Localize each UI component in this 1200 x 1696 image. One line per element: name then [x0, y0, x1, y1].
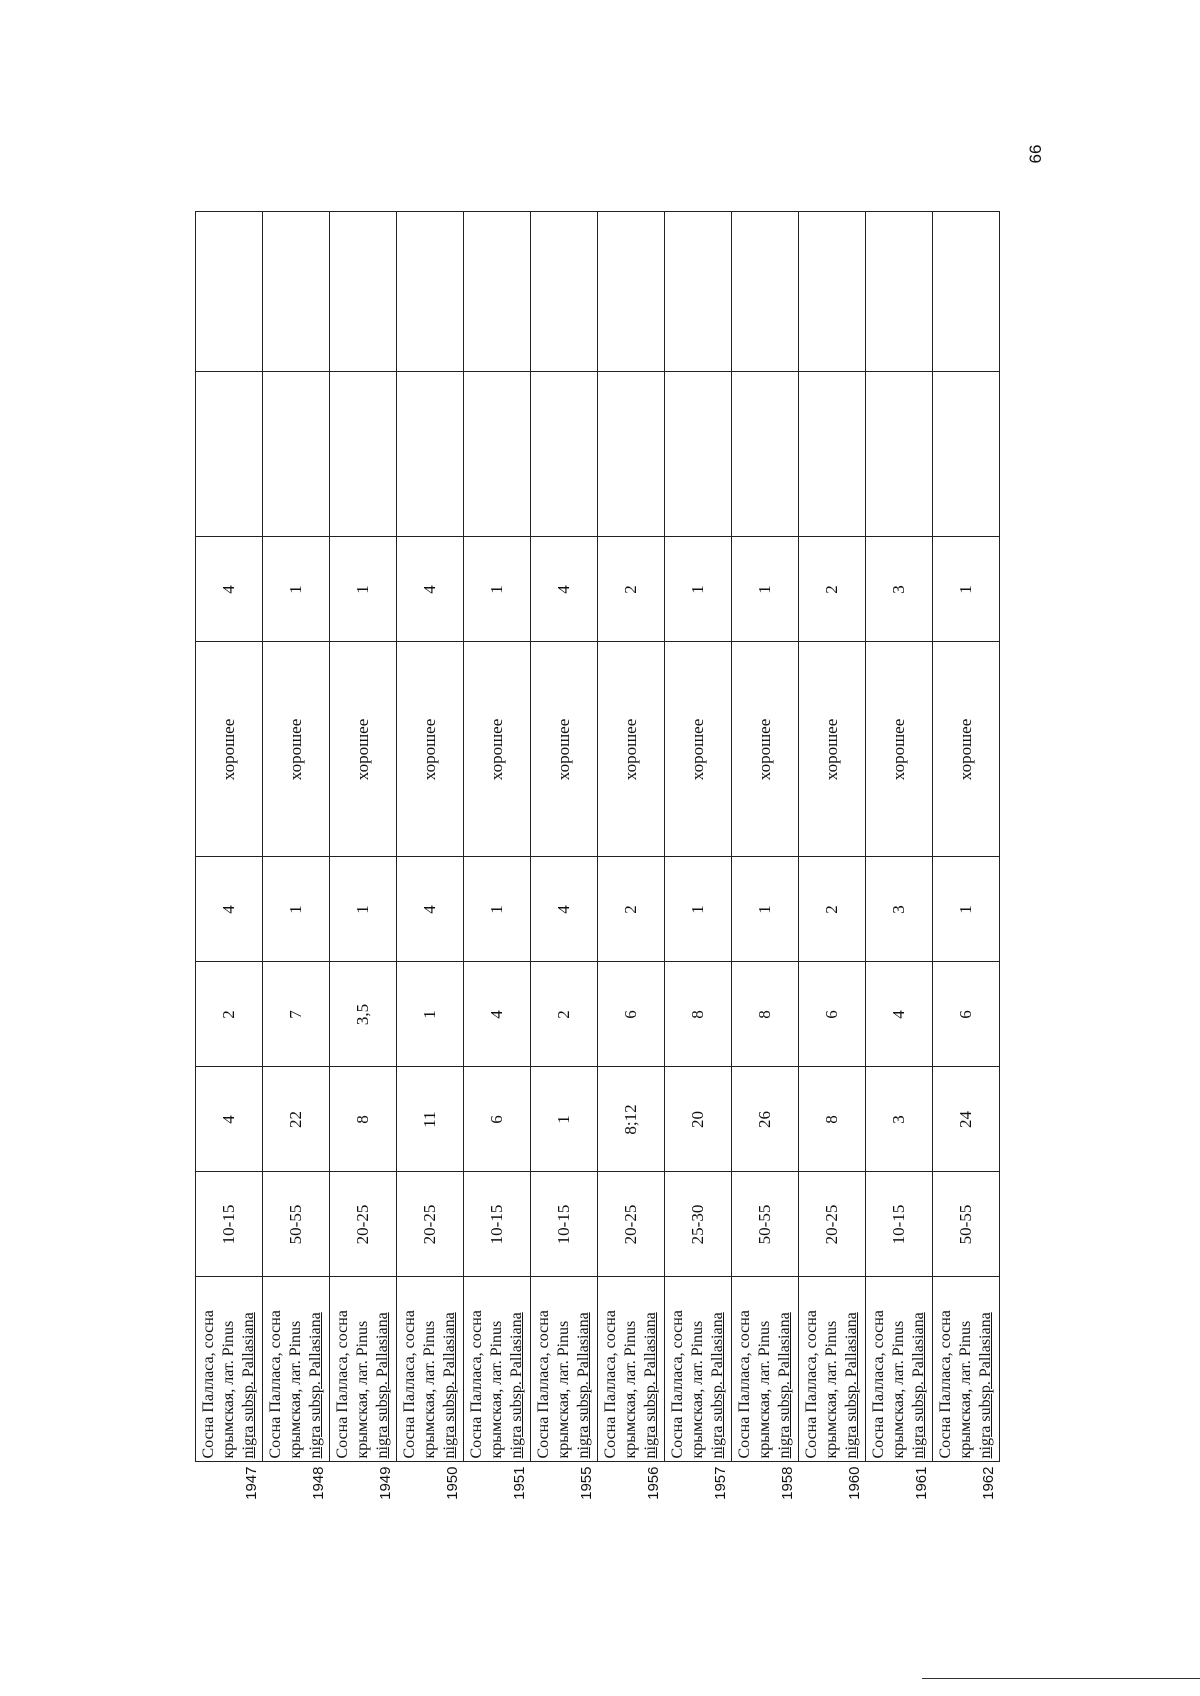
c7-cell: [397, 212, 464, 372]
species-cell: [799, 1277, 866, 1462]
species-cell: [866, 1277, 933, 1462]
page-number: 66: [1026, 144, 1045, 164]
c6-cell: [263, 372, 330, 537]
c1-cell: 8: [799, 1067, 866, 1172]
c3-cell: 4: [397, 857, 464, 962]
species-line: nigra subsp. Pallasiana: [441, 1312, 458, 1459]
c7-cell: [866, 212, 933, 372]
c2-cell: 8: [665, 962, 732, 1067]
c1-cell: 4: [196, 1067, 263, 1172]
age-cell: 10-15: [866, 1172, 933, 1277]
c7-cell: [330, 212, 397, 372]
age-cell: 50-55: [263, 1172, 330, 1277]
species-line: крымская, лат. Pinus: [689, 1320, 706, 1459]
c7-cell: [799, 212, 866, 372]
condition-cell: хорошее: [732, 642, 799, 857]
table-row: [464, 212, 531, 1512]
species-cell: [665, 1277, 732, 1462]
c7-cell: [464, 212, 531, 372]
c6-cell: [464, 372, 531, 537]
c3-cell: 2: [598, 857, 665, 962]
age-cell: 50-55: [933, 1172, 1000, 1277]
c5-cell: 2: [799, 537, 866, 642]
c5-cell: 1: [464, 537, 531, 642]
c2-cell: 4: [866, 962, 933, 1067]
c5-cell: 1: [665, 537, 732, 642]
c2-cell: 8: [732, 962, 799, 1067]
species-cell: [397, 1277, 464, 1462]
table-row: [263, 212, 330, 1512]
species-line: Сосна Палласа, сосна: [535, 1310, 552, 1459]
species-line: Сосна Палласа, сосна: [669, 1310, 686, 1459]
species-line: nigra subsp. Pallasiana: [977, 1312, 994, 1459]
year-cell: 1955: [531, 1462, 598, 1512]
c5-cell: 1: [263, 537, 330, 642]
c7-cell: [531, 212, 598, 372]
c6-cell: [866, 372, 933, 537]
year-cell: 1951: [464, 1462, 531, 1512]
c2-cell: 6: [799, 962, 866, 1067]
c2-cell: 1: [397, 962, 464, 1067]
table-body: [196, 212, 1000, 1512]
species-line: Сосна Палласа, сосна: [803, 1310, 820, 1459]
species-cell: [598, 1277, 665, 1462]
species-cell: [531, 1277, 598, 1462]
age-cell: 20-25: [799, 1172, 866, 1277]
c2-cell: 3,5: [330, 962, 397, 1067]
species-cell: [330, 1277, 397, 1462]
species-cell: [263, 1277, 330, 1462]
table-row: [933, 212, 1000, 1512]
year-cell: 1958: [732, 1462, 799, 1512]
species-line: nigra subsp. Pallasiana: [642, 1312, 659, 1459]
species-line: Сосна Палласа, сосна: [937, 1310, 954, 1459]
age-cell: 25-30: [665, 1172, 732, 1277]
c6-cell: [330, 372, 397, 537]
species-cell: [933, 1277, 1000, 1462]
species-line: nigra subsp. Pallasiana: [709, 1312, 726, 1459]
species-cell: [464, 1277, 531, 1462]
species-line: nigra subsp. Pallasiana: [575, 1312, 592, 1459]
c6-cell: [598, 372, 665, 537]
c7-cell: [732, 212, 799, 372]
condition-cell: хорошее: [464, 642, 531, 857]
year-cell: 1956: [598, 1462, 665, 1512]
table-row: [598, 212, 665, 1512]
c2-cell: 6: [598, 962, 665, 1067]
species-line: nigra subsp. Pallasiana: [508, 1312, 525, 1459]
year-cell: 1961: [866, 1462, 933, 1512]
c6-cell: [799, 372, 866, 537]
plantings-table: [195, 212, 1000, 1513]
c3-cell: 1: [665, 857, 732, 962]
species-line: nigra subsp. Pallasiana: [910, 1312, 927, 1459]
age-cell: 10-15: [464, 1172, 531, 1277]
c6-cell: [397, 372, 464, 537]
species-line: Сосна Палласа, сосна: [267, 1310, 284, 1459]
c1-cell: 22: [263, 1067, 330, 1172]
species-line: крымская, лат. Pinus: [287, 1320, 304, 1459]
condition-cell: хорошее: [799, 642, 866, 857]
c5-cell: 1: [732, 537, 799, 642]
table-row: [196, 212, 263, 1512]
c5-cell: 4: [397, 537, 464, 642]
table-row: [799, 212, 866, 1512]
condition-cell: хорошее: [665, 642, 732, 857]
condition-cell: хорошее: [196, 642, 263, 857]
species-line: nigra subsp. Pallasiana: [307, 1312, 324, 1459]
c2-cell: 2: [196, 962, 263, 1067]
species-line: крымская, лат. Pinus: [890, 1320, 907, 1459]
c7-cell: [263, 212, 330, 372]
table-row: [866, 212, 933, 1512]
species-line: Сосна Палласа, сосна: [334, 1310, 351, 1459]
year-cell: 1962: [933, 1462, 1000, 1512]
condition-cell: хорошее: [866, 642, 933, 857]
rotated-table-container: [195, 212, 1000, 1512]
c3-cell: 4: [531, 857, 598, 962]
c7-cell: [598, 212, 665, 372]
c7-cell: [196, 212, 263, 372]
species-line: крымская, лат. Pinus: [354, 1320, 371, 1459]
c2-cell: 2: [531, 962, 598, 1067]
species-line: Сосна Палласа, сосна: [401, 1310, 418, 1459]
species-cell: [196, 1277, 263, 1462]
species-line: Сосна Палласа, сосна: [602, 1310, 619, 1459]
species-line: nigra subsp. Pallasiana: [843, 1312, 860, 1459]
species-line: крымская, лат. Pinus: [555, 1320, 572, 1459]
species-line: крымская, лат. Pinus: [220, 1320, 237, 1459]
c1-cell: 6: [464, 1067, 531, 1172]
table-row: [330, 212, 397, 1512]
age-cell: 20-25: [397, 1172, 464, 1277]
condition-cell: хорошее: [330, 642, 397, 857]
c5-cell: 1: [933, 537, 1000, 642]
c1-cell: 3: [866, 1067, 933, 1172]
table-row: [531, 212, 598, 1512]
species-cell: [732, 1277, 799, 1462]
c2-cell: 6: [933, 962, 1000, 1067]
condition-cell: хорошее: [933, 642, 1000, 857]
species-line: nigra subsp. Pallasiana: [776, 1312, 793, 1459]
age-cell: 10-15: [531, 1172, 598, 1277]
c5-cell: 3: [866, 537, 933, 642]
c3-cell: 4: [196, 857, 263, 962]
year-cell: 1960: [799, 1462, 866, 1512]
c1-cell: 24: [933, 1067, 1000, 1172]
c1-cell: 11: [397, 1067, 464, 1172]
c3-cell: 1: [933, 857, 1000, 962]
age-cell: 50-55: [732, 1172, 799, 1277]
c3-cell: 3: [866, 857, 933, 962]
bottom-rule: [922, 1678, 1200, 1679]
species-line: крымская, лат. Pinus: [756, 1320, 773, 1459]
c6-cell: [665, 372, 732, 537]
c3-cell: 2: [799, 857, 866, 962]
c1-cell: 26: [732, 1067, 799, 1172]
age-cell: 10-15: [196, 1172, 263, 1277]
year-cell: 1957: [665, 1462, 732, 1512]
species-line: Сосна Палласа, сосна: [736, 1310, 753, 1459]
c1-cell: 20: [665, 1067, 732, 1172]
species-line: nigra subsp. Pallasiana: [374, 1312, 391, 1459]
condition-cell: хорошее: [598, 642, 665, 857]
year-cell: 1947: [196, 1462, 263, 1512]
year-cell: 1948: [263, 1462, 330, 1512]
age-cell: 20-25: [598, 1172, 665, 1277]
species-line: Сосна Палласа, сосна: [870, 1310, 887, 1459]
species-line: крымская, лат. Pinus: [957, 1320, 974, 1459]
c5-cell: 4: [531, 537, 598, 642]
species-line: nigra subsp. Pallasiana: [240, 1312, 257, 1459]
condition-cell: хорошее: [531, 642, 598, 857]
age-cell: 20-25: [330, 1172, 397, 1277]
c5-cell: 1: [330, 537, 397, 642]
species-line: крымская, лат. Pinus: [622, 1320, 639, 1459]
c6-cell: [933, 372, 1000, 537]
c3-cell: 1: [464, 857, 531, 962]
year-cell: 1950: [397, 1462, 464, 1512]
table-row: [665, 212, 732, 1512]
c2-cell: 7: [263, 962, 330, 1067]
species-line: Сосна Палласа, сосна: [200, 1310, 217, 1459]
c3-cell: 1: [263, 857, 330, 962]
species-line: крымская, лат. Pinus: [488, 1320, 505, 1459]
c1-cell: 1: [531, 1067, 598, 1172]
year-cell: 1949: [330, 1462, 397, 1512]
condition-cell: хорошее: [397, 642, 464, 857]
c7-cell: [933, 212, 1000, 372]
condition-cell: хорошее: [263, 642, 330, 857]
c3-cell: 1: [732, 857, 799, 962]
c2-cell: 4: [464, 962, 531, 1067]
table-row: [732, 212, 799, 1512]
c6-cell: [196, 372, 263, 537]
c5-cell: 4: [196, 537, 263, 642]
table-row: [397, 212, 464, 1512]
species-line: крымская, лат. Pinus: [823, 1320, 840, 1459]
c5-cell: 2: [598, 537, 665, 642]
c1-cell: 8;12: [598, 1067, 665, 1172]
c6-cell: [732, 372, 799, 537]
c7-cell: [665, 212, 732, 372]
species-line: Сосна Палласа, сосна: [468, 1310, 485, 1459]
c1-cell: 8: [330, 1067, 397, 1172]
c3-cell: 1: [330, 857, 397, 962]
species-line: крымская, лат. Pinus: [421, 1320, 438, 1459]
c6-cell: [531, 372, 598, 537]
